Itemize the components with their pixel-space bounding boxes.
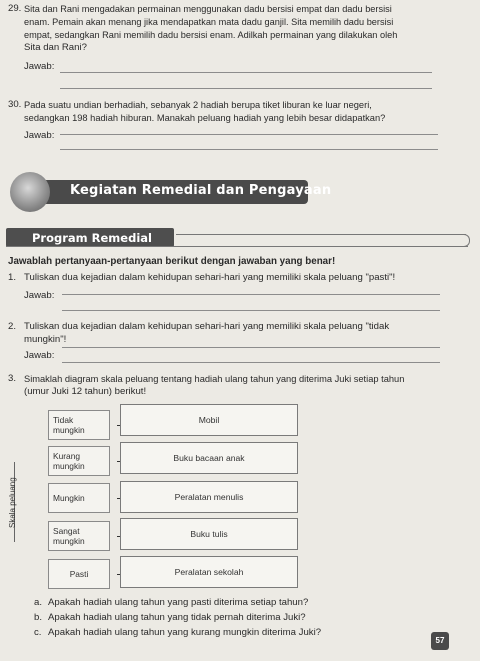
q30-answer-line-2	[60, 149, 438, 150]
q29-answer-line-2	[60, 88, 432, 89]
q2-text-line1: Tuliskan dua kejadian dalam kehidupan sehari-hari yang memiliki skala peluang "tidak	[24, 321, 390, 332]
q2-answer-line-1	[62, 347, 440, 348]
q1-answer-label: Jawab:	[24, 290, 55, 301]
q29-answer-label: Jawab:	[24, 61, 55, 72]
q29-text-line3: empat, sedangkan Rani memilih dadu bersisi enam. Adilkah permainan yang dilakukan oleh	[24, 30, 398, 40]
item-box-buku-bacaan-anak: Buku bacaan anak	[120, 442, 298, 474]
q2-answer-line-2	[62, 362, 440, 363]
q2-text-line2: mungkin"!	[24, 334, 67, 345]
q2-number: 2.	[8, 321, 17, 332]
subq-c-text: Apakah hadiah ulang tahun yang kurang mungkin diterima Juki?	[48, 627, 322, 638]
q1-answer-line-1	[62, 294, 440, 295]
scale-axis-label: Skala peluang	[8, 477, 17, 528]
program-rule-top	[176, 234, 466, 235]
scale-box-sangat-mungkin: Sangat mungkin	[48, 521, 110, 551]
subq-a-letter: a.	[34, 597, 43, 608]
scale-box-kurang-mungkin: Kurang mungkin	[48, 446, 110, 476]
student-illustration-icon	[10, 172, 50, 212]
q30-number: 30.	[8, 99, 22, 110]
q30-answer-label: Jawab:	[24, 130, 55, 141]
q1-text: Tuliskan dua kejadian dalam kehidupan sehari-hari yang memiliki skala peluang "pasti"!	[24, 272, 396, 283]
scale-box-tidak-mungkin: Tidak mungkin	[48, 410, 110, 440]
instruction: Jawablah pertanyaan-pertanyaan berikut dengan jawaban yang benar!	[8, 256, 336, 267]
program-remedial-heading	[6, 228, 474, 248]
q3-text-line2: (umur Juki 12 tahun) berikut!	[24, 386, 147, 397]
item-box-buku-tulis: Buku tulis	[120, 518, 298, 550]
scale-box-pasti: Pasti	[48, 559, 110, 589]
scale-box-mungkin: Mungkin	[48, 483, 110, 513]
q1-answer-line-2	[62, 310, 440, 311]
subq-a-text: Apakah hadiah ulang tahun yang pasti diterima setiap tahun?	[48, 597, 309, 608]
program-title: Program Remedial	[32, 231, 152, 245]
subq-b-text: Apakah hadiah ulang tahun yang tidak pernah diterima Juki?	[48, 612, 306, 623]
program-rule-cap	[460, 234, 470, 247]
q30-text-line2: sedangkan 198 hadiah hiburan. Manakah peluang hadiah yang lebih besar didapatkan?	[24, 113, 386, 123]
q29-text-line4: Sita dan Rani?	[24, 42, 87, 53]
program-rule-bottom	[6, 246, 468, 247]
item-box-peralatan-sekolah: Peralatan sekolah	[120, 556, 298, 588]
page-number: 57	[431, 632, 449, 650]
q30-answer-line-1	[60, 134, 438, 135]
item-box-peralatan-menulis: Peralatan menulis	[120, 481, 298, 513]
kegiatan-title: Kegiatan Remedial dan Pengayaan	[70, 183, 332, 198]
q30-text-line1: Pada suatu undian berhadiah, sebanyak 2 hadiah berupa tiket liburan ke luar negeri,	[24, 100, 372, 110]
item-box-mobil: Mobil	[120, 404, 298, 436]
q29-answer-line-1	[60, 72, 432, 73]
q29-text-line1: Sita dan Rani mengadakan permainan menggunakan dadu bersisi empat dan dadu bersisi	[24, 4, 392, 14]
q2-answer-label: Jawab:	[24, 350, 55, 361]
kegiatan-heading	[10, 172, 332, 212]
q3-text-line1: Simaklah diagram skala peluang tentang hadiah ulang tahun yang diterima Juki setiap tahun	[24, 374, 405, 384]
subq-b-letter: b.	[34, 612, 43, 623]
q1-number: 1.	[8, 272, 17, 283]
q29-number: 29.	[8, 3, 22, 14]
q29-text-line2: enam. Pemain akan menang jika mendapatkan mata dadu ganjil. Sita memilih dadu bersisi	[24, 17, 394, 27]
q3-number: 3.	[8, 373, 17, 384]
subq-c-letter: c.	[34, 627, 42, 638]
